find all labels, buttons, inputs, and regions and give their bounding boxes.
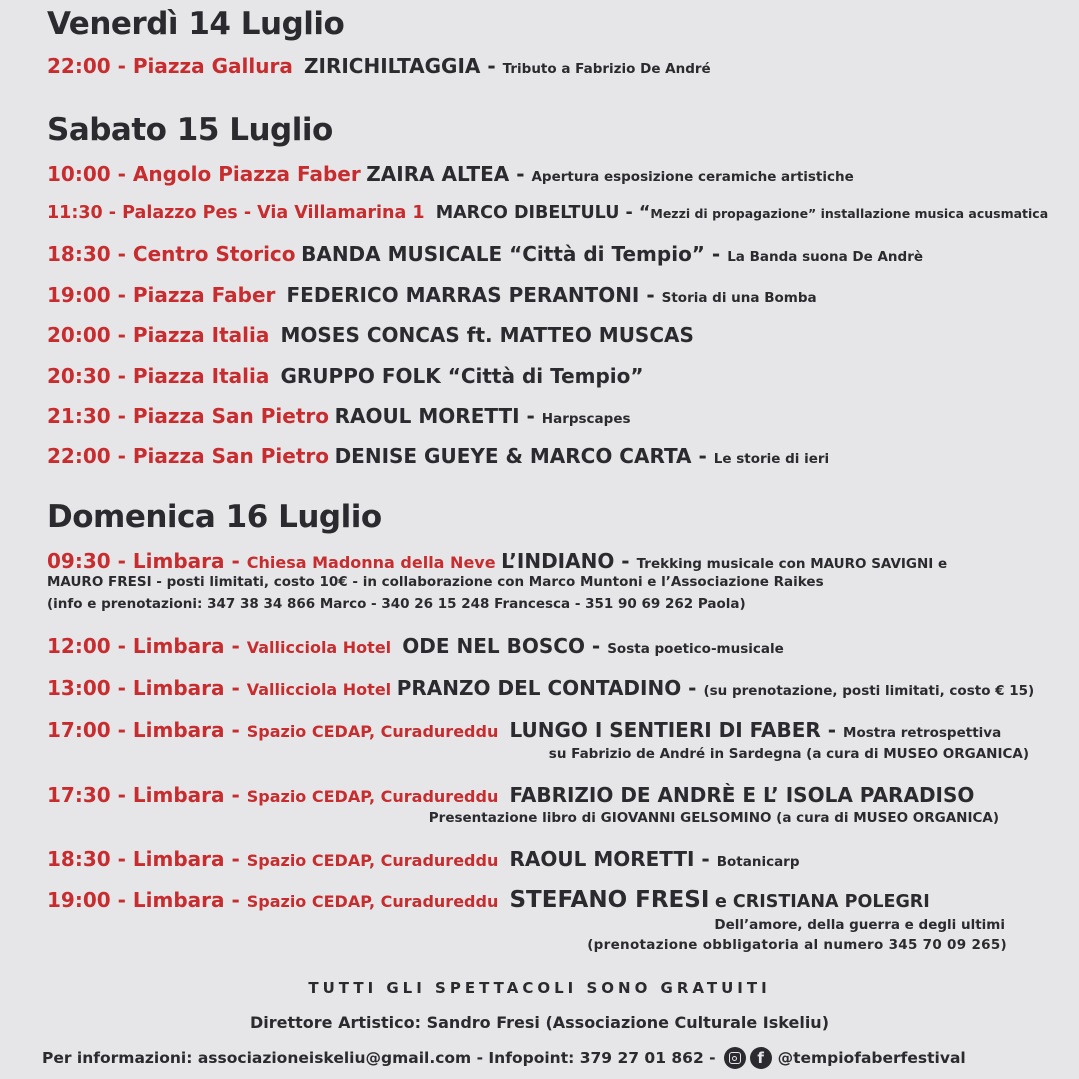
event-row	[47, 551, 947, 572]
event-artist: DENISE GUEYE & MARCO CARTA	[334, 444, 692, 468]
event-artist: STEFANO FRESI	[509, 887, 710, 913]
event-detail: su Fabrizio de André in Sardegna (a cura di MUSEO ORGANICA)	[548, 746, 1029, 762]
event-time-place: 21:30 - Piazza San Pietro	[47, 404, 329, 428]
event-detail: Dell’amore, della guerra e degli ultimi	[714, 917, 1005, 933]
event-description: Mezzi di propagazione” installazione musica acusmatica	[650, 206, 1049, 221]
event-separator: -	[639, 283, 662, 307]
event-time-place: 19:00 - Piazza Faber	[47, 283, 276, 307]
event-time: 19:00 - Limbara	[47, 888, 225, 912]
event-place: Vallicciola Hotel	[246, 680, 392, 699]
event-description: Apertura esposizione ceramiche artistiche	[531, 169, 854, 185]
event-time: 17:00 - Limbara	[47, 718, 225, 742]
event-separator: -	[820, 718, 844, 742]
event-separator: -	[224, 718, 247, 742]
event-time-place: 22:00 - Piazza San Pietro	[47, 444, 329, 468]
event-separator: -	[691, 444, 714, 468]
event-separator: -	[584, 634, 608, 658]
event-row	[47, 889, 930, 912]
event-row	[47, 56, 711, 77]
event-description: Le storie di ieri	[713, 451, 830, 467]
event-description: Trekking musicale con MAURO SAVIGNI e	[636, 556, 948, 572]
contact-info: Per informazioni: associazioneiskeliu@gmail.com - Infopoint: 379 27 01 862 -	[42, 1049, 716, 1067]
event-time: 13:00 - Limbara	[47, 676, 225, 700]
event-artist: ZAIRA ALTEA	[366, 162, 510, 186]
event-row	[47, 636, 784, 657]
event-place: Spazio CEDAP, Curadureddu	[246, 851, 499, 870]
event-detail: Presentazione libro di GIOVANNI GELSOMINO (a cura di MUSEO ORGANICA)	[428, 810, 999, 826]
event-time: 17:30 - Limbara	[47, 783, 225, 807]
event-separator: -	[509, 162, 532, 186]
event-place: Vallicciola Hotel	[246, 638, 392, 657]
day-title: Sabato 15 Luglio	[47, 112, 333, 148]
event-separator: -	[694, 847, 717, 871]
event-detail: (info e prenotazioni: 347 38 34 866 Marco - 340 26 15 248 Francesca - 351 90 69 262 Paola)	[47, 596, 746, 612]
instagram-icon[interactable]	[724, 1047, 746, 1069]
event-row	[47, 205, 1048, 223]
event-separator: -	[224, 549, 247, 573]
event-row	[47, 849, 800, 870]
day-title: Venerdì 14 Luglio	[47, 6, 345, 42]
event-description: Tributo a Fabrizio De André	[502, 61, 711, 77]
social-handle[interactable]: @tempiofaberfestival	[777, 1049, 966, 1067]
event-separator: -	[614, 549, 637, 573]
event-artist: PRANZO DEL CONTADINO	[396, 676, 682, 700]
event-time-place: 10:00 - Angolo Piazza Faber	[47, 162, 361, 186]
event-row	[47, 325, 694, 345]
event-artist: FABRIZIO DE ANDRÈ E L’ ISOLA PARADISO	[509, 783, 975, 807]
event-time: 18:30 - Limbara	[47, 847, 225, 871]
event-artist: FEDERICO MARRAS PERANTONI	[286, 283, 640, 307]
free-entry-notice: TUTTI GLI SPETTACOLI SONO GRATUITI	[308, 979, 771, 997]
event-artist: L’INDIANO	[501, 549, 615, 573]
event-artist: RAOUL MORETTI	[334, 404, 520, 428]
event-artist: MOSES CONCAS ft. MATTEO MUSCAS	[280, 323, 694, 347]
event-time-place: 22:00 - Piazza Gallura	[47, 54, 293, 78]
event-artist: BANDA MUSICALE “Città di Tempio”	[301, 242, 705, 266]
day-title: Domenica 16 Luglio	[47, 499, 382, 535]
event-row	[47, 164, 854, 185]
event-separator: -	[224, 888, 247, 912]
event-row	[47, 446, 829, 467]
event-separator: -	[224, 847, 247, 871]
event-artist: GRUPPO FOLK “Città di Tempio”	[280, 364, 644, 388]
event-artist: LUNGO I SENTIERI DI FABER	[509, 718, 821, 742]
event-time: 12:00 - Limbara	[47, 634, 225, 658]
event-row	[47, 285, 817, 306]
event-separator: -	[681, 676, 704, 700]
event-description: Sosta poetico-musicale	[607, 641, 784, 657]
event-time-place: 18:30 - Centro Storico	[47, 242, 296, 266]
event-separator: -	[519, 404, 542, 428]
event-description: (su prenotazione, posti limitati, costo € 15)	[703, 683, 1035, 699]
event-detail: (prenotazione obbligatoria al numero 345 70 09 265)	[587, 937, 1007, 953]
event-separator: -	[224, 783, 247, 807]
artistic-director: Direttore Artistico: Sandro Fresi (Associazione Culturale Iskeliu)	[249, 1013, 830, 1032]
event-artist: ODE NEL BOSCO	[402, 634, 585, 658]
event-row	[47, 406, 631, 427]
event-time-place: 20:30 - Piazza Italia	[47, 364, 270, 388]
event-description: Harpscapes	[541, 411, 631, 427]
event-separator: -	[704, 242, 728, 266]
event-separator: -	[224, 676, 247, 700]
event-row	[47, 720, 1001, 741]
event-detail: MAURO FRESI - posti limitati, costo 10€ - in collaborazione con Marco Muntoni e l’Associazione Raikes	[47, 574, 824, 590]
event-time-place: 20:00 - Piazza Italia	[47, 323, 270, 347]
contact-line	[42, 1047, 966, 1069]
event-description: Mostra retrospettiva	[843, 725, 1002, 741]
event-place: Spazio CEDAP, Curadureddu	[246, 892, 499, 911]
event-time-place: 11:30 - Palazzo Pes - Via Villamarina 1	[47, 203, 425, 223]
event-time: 09:30 - Limbara	[47, 549, 225, 573]
event-artist: MARCO DIBELTULU	[435, 203, 620, 223]
event-row	[47, 678, 1034, 699]
event-description: La Banda suona De Andrè	[727, 249, 924, 265]
facebook-icon[interactable]: f	[750, 1047, 772, 1069]
event-place: Chiesa Madonna della Neve	[246, 553, 496, 572]
event-place: Spazio CEDAP, Curadureddu	[246, 787, 499, 806]
event-row	[47, 366, 644, 386]
event-artist-secondary: e CRISTIANA POLEGRI	[714, 892, 930, 912]
event-separator: - “	[619, 203, 651, 223]
event-separator: -	[224, 634, 247, 658]
event-row	[47, 785, 974, 805]
event-row	[47, 244, 923, 265]
event-description: Botanicarp	[716, 854, 800, 870]
event-separator: -	[480, 54, 503, 78]
event-description: Storia di una Bomba	[661, 290, 817, 306]
event-artist: RAOUL MORETTI	[509, 847, 695, 871]
event-artist: ZIRICHILTAGGIA	[304, 54, 481, 78]
event-place: Spazio CEDAP, Curadureddu	[246, 722, 499, 741]
